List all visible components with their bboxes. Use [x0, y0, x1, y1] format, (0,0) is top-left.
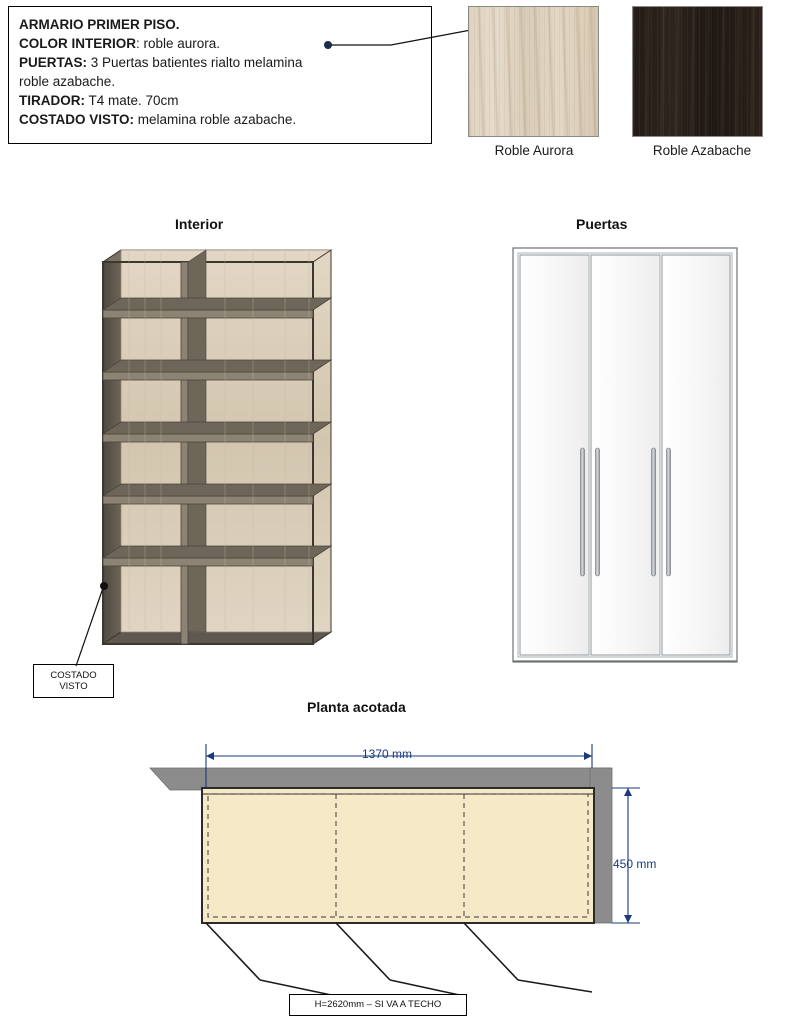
swatch-label-azabache: Roble Azabache	[652, 143, 752, 158]
spec-label-color-interior: COLOR INTERIOR	[19, 36, 136, 51]
spec-line-puertas	[19, 53, 421, 72]
section-title-planta: Planta acotada	[307, 699, 406, 715]
costado-callout-line1: COSTADO	[50, 670, 97, 681]
plan-depth-dimension: 450 mm	[613, 857, 657, 871]
spec-label-costado-visto: COSTADO VISTO:	[19, 112, 135, 127]
interior-wardrobe-drawing	[85, 232, 350, 672]
spec-leader-line	[331, 28, 471, 46]
costado-callout-line2: VISTO	[59, 681, 88, 692]
swatch-roble-aurora	[468, 6, 599, 137]
section-title-interior: Interior	[175, 216, 224, 232]
swatch-label-aurora: Roble Aurora	[494, 143, 574, 158]
doors-elevation-drawing	[505, 240, 745, 670]
spec-value-tirador: T4 mate. 70cm	[85, 93, 179, 108]
spec-value-color-interior: roble aurora.	[139, 36, 221, 51]
spec-value-puertas: 3 Puertas batientes rialto melamina	[87, 55, 303, 70]
costado-visto-leader	[70, 580, 110, 670]
swatch-roble-azabache	[632, 6, 763, 137]
spec-sep-color-interior: :	[136, 36, 140, 51]
spec-line-tirador	[19, 91, 421, 110]
spec-label-tirador: TIRADOR:	[19, 93, 85, 108]
spec-line-costado-visto	[19, 110, 421, 129]
section-title-puertas: Puertas	[576, 216, 628, 232]
spec-title: ARMARIO PRIMER PISO.	[19, 17, 180, 32]
spec-value-puertas-cont: roble azabache.	[19, 74, 116, 89]
costado-visto-callout	[33, 664, 114, 698]
spec-box	[8, 6, 432, 144]
plan-width-dimension: 1370 mm	[362, 747, 413, 761]
spec-line-puertas-cont	[19, 72, 421, 91]
spec-label-puertas: PUERTAS:	[19, 55, 88, 70]
plan-view-drawing	[140, 730, 700, 1020]
plan-height-note: H=2620mm – SI VA A TECHO	[289, 994, 467, 1016]
spec-value-costado-visto: melamina roble azabache.	[134, 112, 297, 127]
